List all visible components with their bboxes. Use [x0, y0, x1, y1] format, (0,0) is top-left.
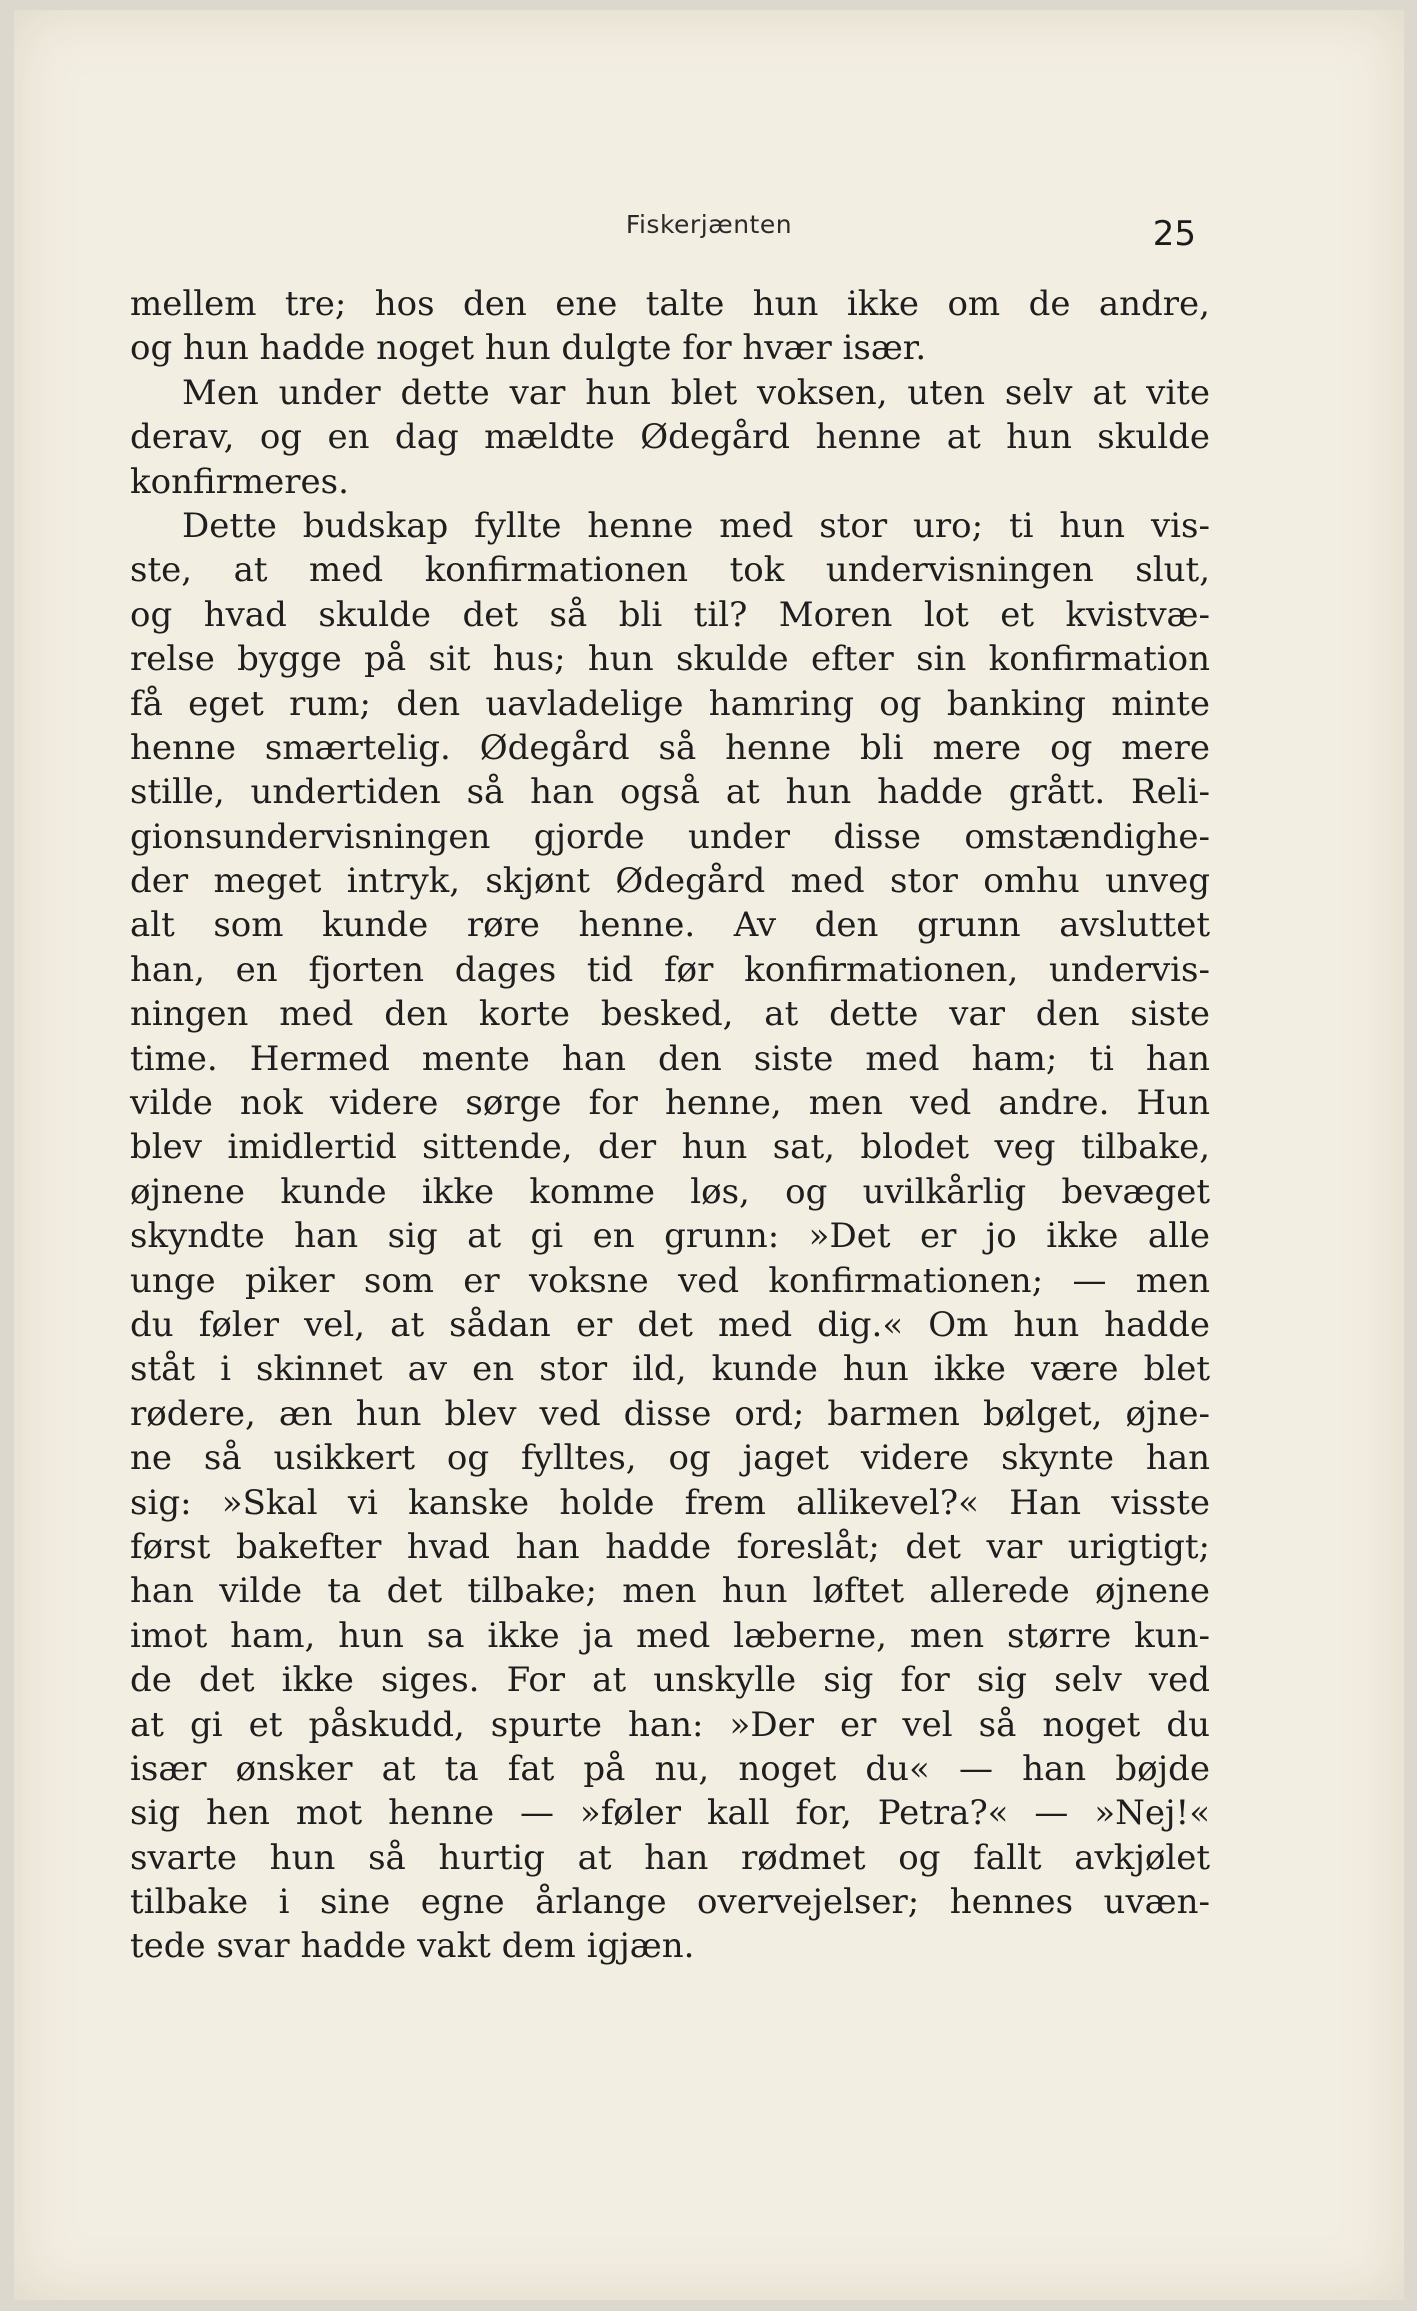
text-line: og hvad skulde det så bli til? Moren lot et kvistvæ- [130, 594, 1210, 635]
text-line: sig: »Skal vi kanske holde frem allikevel?« Han visste [130, 1482, 1210, 1523]
text-line: ste, at med konfirmationen tok undervisningen slut, [130, 550, 1210, 591]
text-line: han, en fjorten dages tid før konfirmationen, undervis- [130, 949, 1210, 990]
text-line: time. Hermed mente han den siste med ham; ti han [130, 1038, 1210, 1079]
text-line: blev imidlertid sittende, der hun sat, blodet veg tilbake, [130, 1127, 1210, 1168]
text-line: imot ham, hun sa ikke ja med læberne, men større kun- [130, 1615, 1210, 1656]
text-line: få eget rum; den uavladelige hamring og banking minte [130, 683, 1210, 724]
text-line: stille, undertiden så han også at hun hadde grått. Reli- [130, 772, 1210, 813]
text-line: mellem tre; hos den ene talte hun ikke om de andre, [130, 284, 1210, 324]
text-line: svarte hun så hurtig at han rødmet og fallt avkjølet [130, 1837, 1210, 1878]
text-line: der meget intryk, skjønt Ødegård med stor omhu unveg [130, 861, 1210, 902]
text-line: tede svar hadde vakt dem igjæn. [130, 1926, 695, 1967]
text-line: først bakefter hvad han hadde foreslåt; det var urigtigt; [130, 1526, 1210, 1567]
body-text [130, 282, 1210, 1969]
text-line: at gi et påskudd, spurte han: »Der er vel så noget du [130, 1704, 1210, 1745]
text-line: skyndte han sig at gi en grunn: »Det er jo ikke alle [130, 1216, 1210, 1257]
text-line: vilde nok videre sørge for henne, men ved andre. Hun [130, 1083, 1210, 1124]
page-header [14, 210, 1404, 260]
text-line: konfirmeres. [130, 461, 349, 502]
text-line: tilbake i sine egne årlange overvejelser; hennes uvæn- [130, 1882, 1210, 1923]
text-line: ståt i skinnet av en stor ild, kunde hun ikke være blet [130, 1349, 1210, 1390]
text-line: og hun hadde noget hun dulgte for hvær især. [130, 328, 927, 369]
text-line: unge piker som er voksne ved konfirmationen; — men [130, 1260, 1210, 1301]
text-line: øjnene kunde ikke komme løs, og uvilkårlig bevæget [130, 1171, 1210, 1212]
book-page [14, 10, 1404, 2300]
page-number: 25 [1152, 214, 1196, 254]
text-line: rødere, æn hun blev ved disse ord; barmen bølget, øjne- [130, 1393, 1210, 1434]
text-line: du føler vel, at sådan er det med dig.« Om hun hadde [130, 1304, 1210, 1345]
text-line: gionsundervisningen gjorde under disse omstændighe- [130, 816, 1210, 857]
text-line: især ønsker at ta fat på nu, noget du« — han bøjde [130, 1748, 1210, 1789]
text-line: ningen med den korte besked, at dette var den siste [130, 994, 1210, 1035]
text-line: henne smærtelig. Ødegård så henne bli mere og mere [130, 727, 1210, 768]
text-line: derav, og en dag mældte Ødegård henne at hun skulde [130, 417, 1210, 458]
text-line: sig hen mot henne — »føler kall for, Petra?« — »Nej!« [130, 1793, 1210, 1834]
text-line: relse bygge på sit hus; hun skulde efter sin konfirmation [130, 639, 1210, 680]
text-line: alt som kunde røre henne. Av den grunn avsluttet [130, 905, 1210, 946]
text-line: Dette budskap fyllte henne med stor uro; ti hun vis- [182, 505, 1210, 546]
running-title: Fiskerjænten [625, 210, 793, 239]
text-line: han vilde ta det tilbake; men hun løftet allerede øjnene [130, 1571, 1210, 1612]
text-line: ne så usikkert og fylltes, og jaget videre skynte han [130, 1438, 1210, 1479]
text-line: de det ikke siges. For at unskylle sig for sig selv ved [130, 1660, 1210, 1701]
text-line: Men under dette var hun blet voksen, uten selv at vite [182, 372, 1210, 413]
